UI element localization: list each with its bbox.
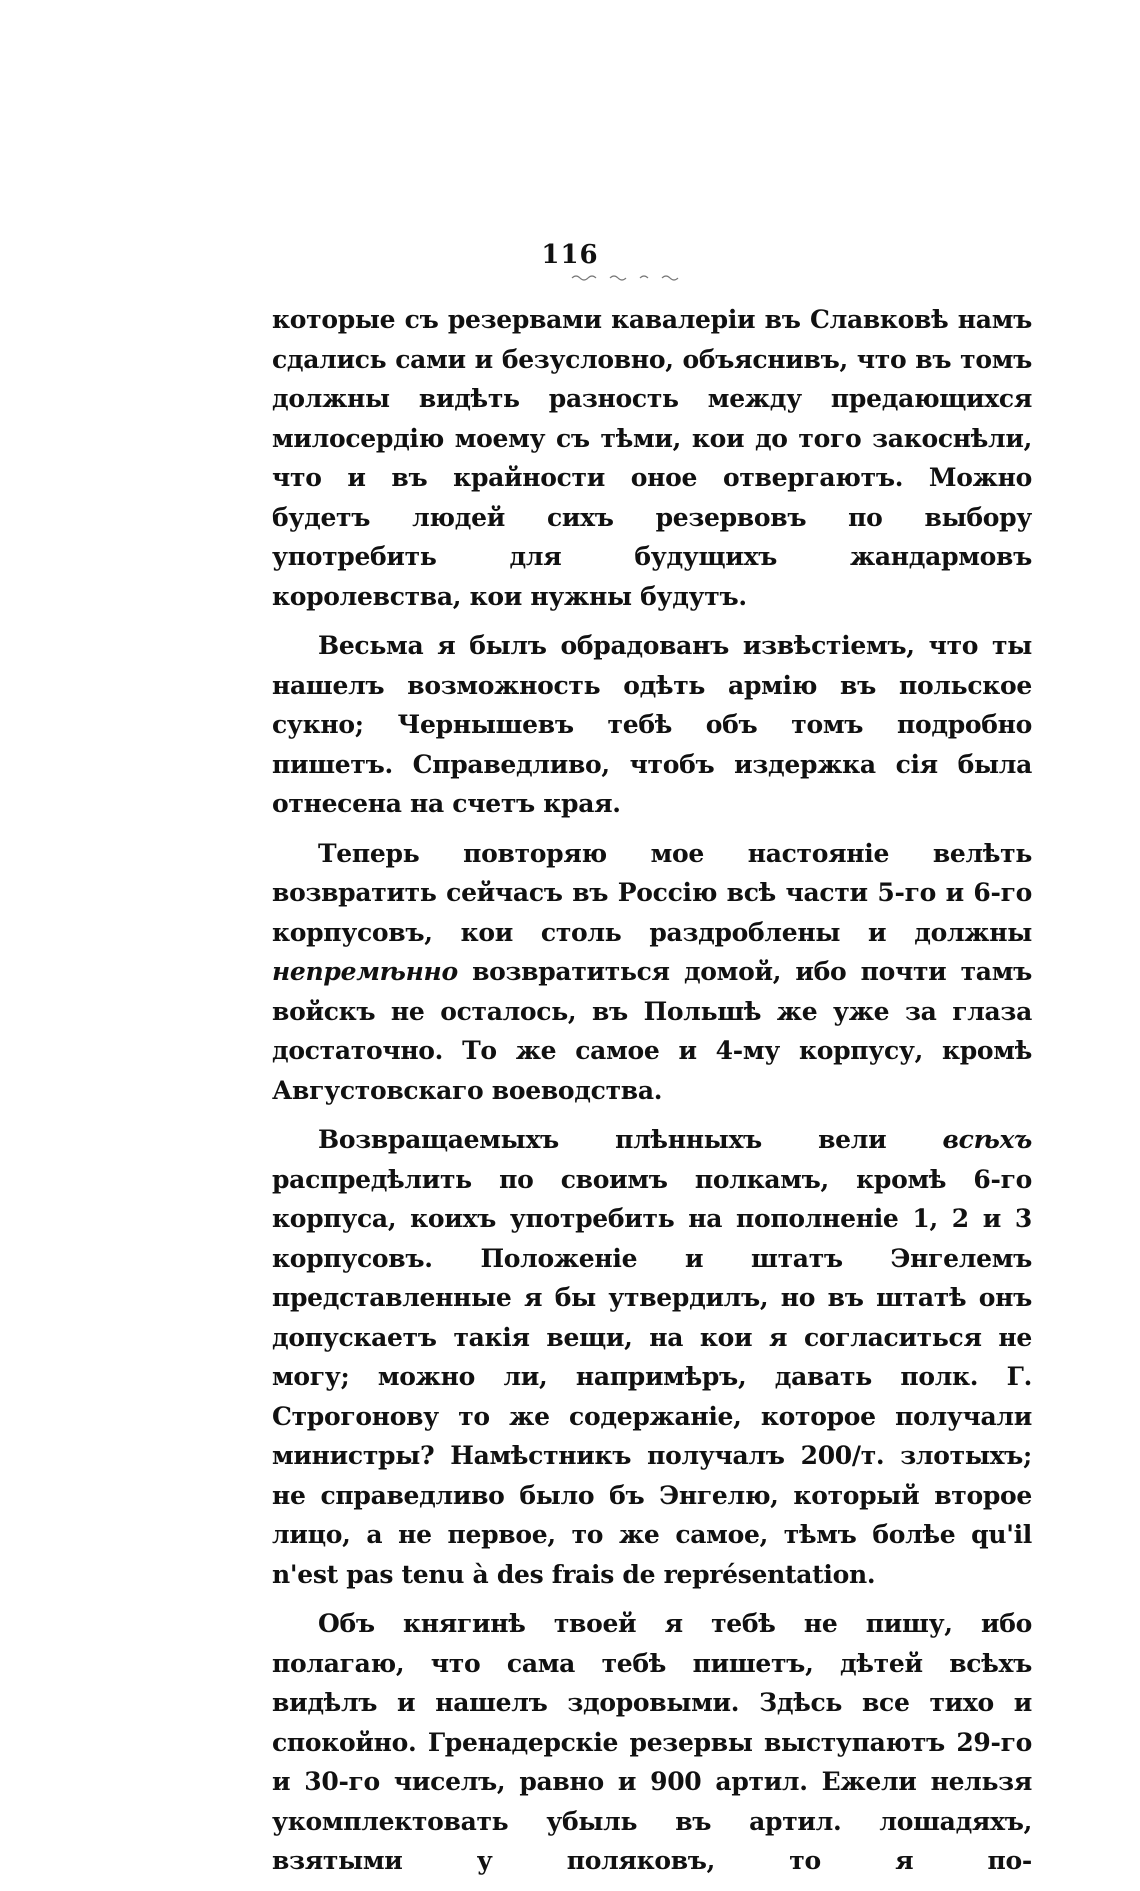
paragraph-1: которые съ резервами кавалеріи въ Славковѣ намъ сдались сами и безусловно, объяснивъ, что въ томъ должны видѣть разность между предающихся милосердію моему съ тѣми, кои до того закоснѣли, что и въ крайности оное отвергаютъ. Можно будетъ людей сихъ резервовъ по выбору употребить для будущихъ жандармовъ королевства, кои нужны будутъ.: [272, 305, 1032, 611]
body-text: [272, 300, 1032, 1891]
paragraph-3-before: Теперь повторяю мое настояніе велѣть возвратить сейчасъ въ Россію всѣ части 5-го и 6-го корпусовъ, кои столь раздроблены и должны: [272, 838, 1032, 947]
paragraph-2: Весьма я былъ обрадованъ извѣстіемъ, что ты нашелъ возможность одѣть армію въ польское сукно; Чернышевъ тебѣ объ томъ подробно пишетъ. Справедливо, чтобъ издержка сія была отнесена на счетъ края.: [272, 631, 1032, 818]
paragraph-4-emphasis: всѣхъ: [942, 1125, 1032, 1154]
paragraph-3: [272, 834, 1032, 1111]
paragraph-4: [272, 1120, 1032, 1594]
paragraph-3-emphasis: непремѣнно: [272, 957, 458, 986]
ornament-divider: [570, 272, 690, 284]
paragraph-3-after: возвратиться домой, ибо почти тамъ войскъ не осталось, въ Польшѣ же уже за глаза достаточно. То же самое и 4-му корпусу, кромѣ Августовскаго воеводства.: [272, 957, 1032, 1105]
paragraph-4-before: Возвращаемыхъ плѣнныхъ вели: [318, 1125, 943, 1154]
paragraph-4-after: распредѣлить по своимъ полкамъ, кромѣ 6-го корпуса, коихъ употребить на пополненіе 1, 2 и 3 корпусовъ. Положеніе и штатъ Энгелемъ представленные я бы утвердилъ, но въ штатѣ онъ допускаетъ такія вещи, на кои я согласиться не могу; можно ли, напримѣръ, давать полк. Г. Строгонову то же содержаніе, которое получали министры? Намѣстникъ получалъ 200/т. злотыхъ; не справедливо было бъ Энгелю, который второе лицо, а не первое, то же самое, тѣмъ болѣе qu'il n'est pas tenu à des frais de représentation.: [272, 1164, 1032, 1589]
page-number: 116: [541, 240, 599, 270]
paragraph-5: Объ княгинѣ твоей я тебѣ не пишу, ибо полагаю, что сама тебѣ пишетъ, дѣтей всѣхъ видѣлъ и нашелъ здоровыми. Здѣсь все тихо и спокойно. Гренадерскіе резервы выступаютъ 29-го и 30-го чиселъ, равно и 900 артил. Ежели нельзя укомплектовать убыль въ артил. лошадяхъ, взятыми у поляковъ, то я по-: [272, 1609, 1032, 1875]
